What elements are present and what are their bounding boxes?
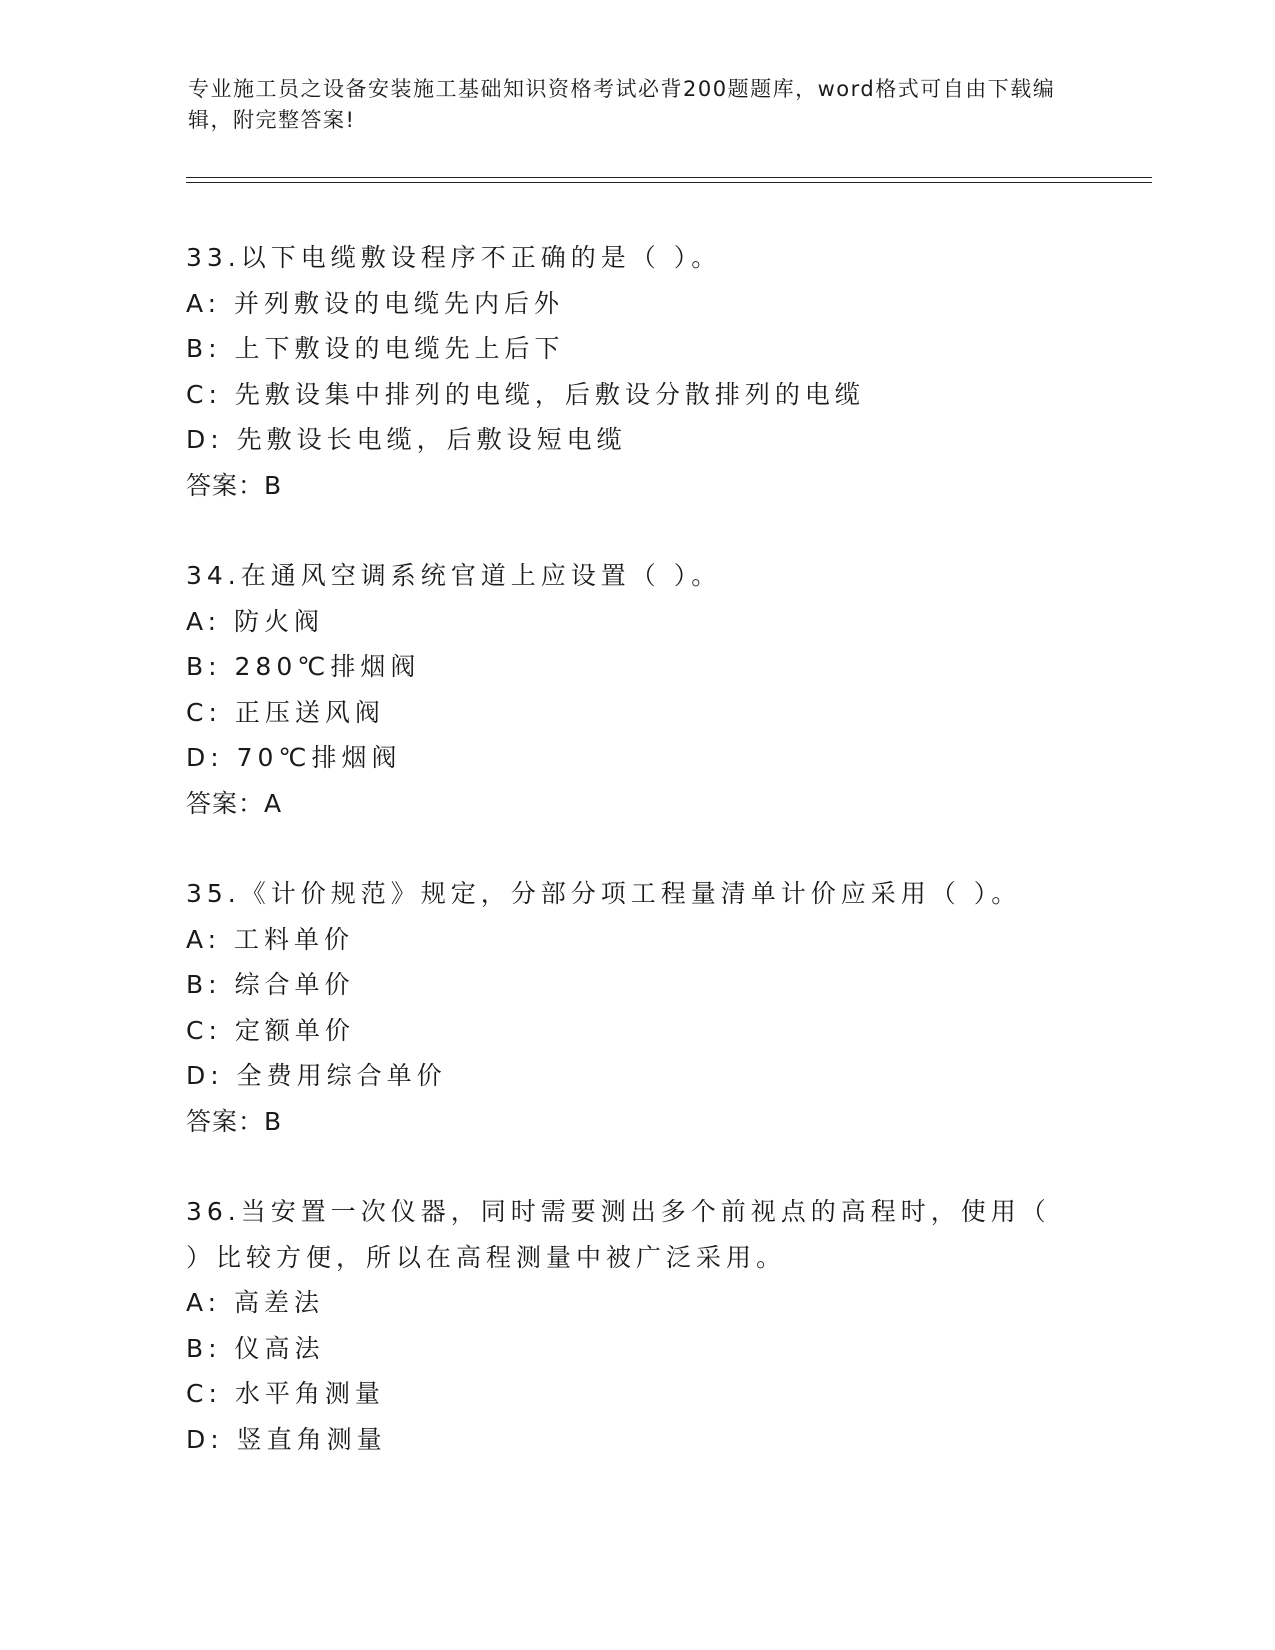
question-36	[186, 1189, 1086, 1462]
header-divider-top	[186, 177, 1152, 178]
option-d: D: 先敷设长电缆，后敷设短电缆	[186, 425, 627, 454]
question-list	[186, 235, 1086, 1507]
document-header	[188, 74, 1068, 136]
option-b: B: 280℃排烟阀	[186, 652, 421, 681]
answer-line: 答案：A	[186, 788, 283, 818]
header-title: 专业施工员之设备安装施工基础知识资格考试必背200题题库，word格式可自由下载编辑，附完整答案!	[188, 77, 1056, 132]
question-stem: 36.当安置一次仪器，同时需要测出多个前视点的高程时，使用（ ）比较方便，所以在高程测量中被广泛采用。	[186, 1197, 1051, 1272]
question-stem: 34.在通风空调系统官道上应设置（ ）。	[186, 561, 722, 590]
answer-line: 答案：B	[186, 470, 283, 500]
option-c: C: 正压送风阀	[186, 697, 385, 727]
answer-line: 答案：B	[186, 1106, 283, 1136]
option-d: D: 竖直角测量	[186, 1424, 387, 1454]
option-c: C: 定额单价	[186, 1015, 355, 1045]
option-b: B: 上下敷设的电缆先上后下	[186, 334, 565, 363]
option-a: A: 防火阀	[186, 606, 325, 636]
header-divider-bottom	[186, 182, 1152, 183]
question-stem: 33.以下电缆敷设程序不正确的是（ ）。	[186, 243, 722, 272]
question-34	[186, 553, 1086, 826]
question-33	[186, 235, 1086, 508]
option-b: B: 综合单价	[186, 970, 355, 999]
option-c: C: 水平角测量	[186, 1379, 385, 1408]
question-35	[186, 871, 1086, 1144]
option-b: B: 仪高法	[186, 1333, 325, 1363]
option-a: A: 高差法	[186, 1288, 325, 1317]
option-a: A: 并列敷设的电缆先内后外	[186, 288, 565, 318]
option-a: A: 工料单价	[186, 924, 355, 954]
option-c: C: 先敷设集中排列的电缆，后敷设分散排列的电缆	[186, 379, 865, 409]
question-stem: 35.《计价规范》规定，分部分项工程量清单计价应采用（ ）。	[186, 879, 1022, 908]
option-d: D: 全费用综合单价	[186, 1061, 447, 1090]
option-d: D: 70℃排烟阀	[186, 743, 402, 772]
